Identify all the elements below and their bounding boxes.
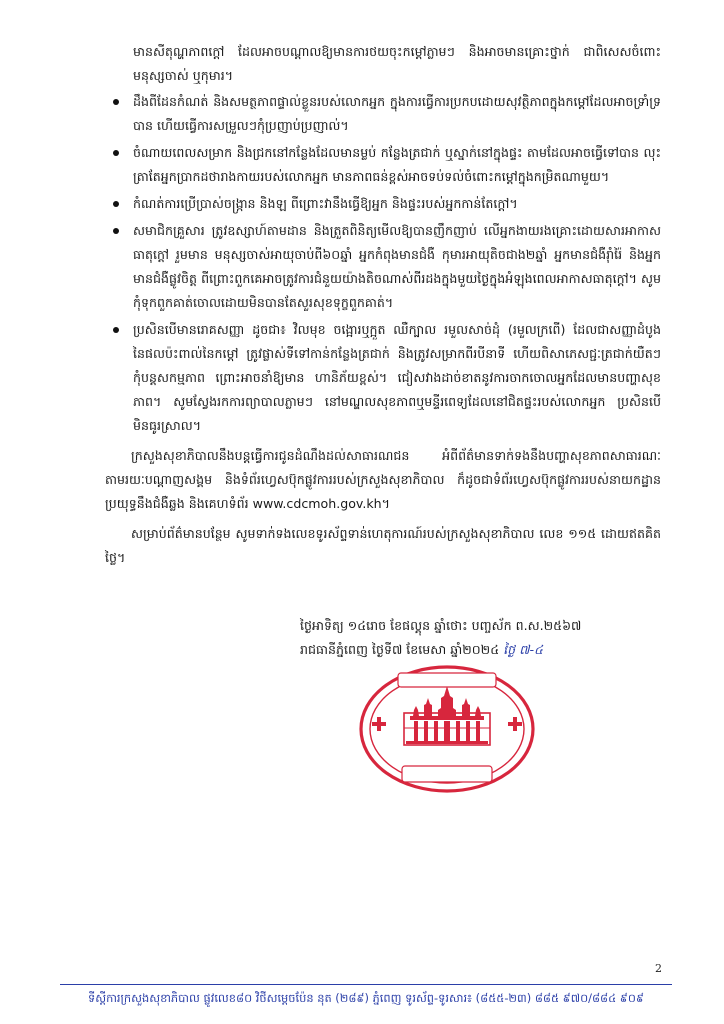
list-item: [105, 141, 661, 189]
bullet-icon: [113, 99, 119, 105]
list-item: [105, 318, 661, 438]
letter-body: [105, 40, 661, 572]
list-item-text: ប្រសិនបើមានរោគសញ្ញា ដូចជា៖ វិលមុខ ចង្អោរឬក្អួត ឈឺក្បាល រមួលសាច់ដុំ (រមួលក្រពើ) ដែលជាសញ្ញាដំបូងនៃផលប៉ះពាល់នៃកម្តៅ ត្រូវផ្លាស់ទីទៅកាន់កន្លែងត្រជាក់ និងត្រូវសម្រាកពីរបីនាទី ហើយពិសាភេសជ្ជៈត្រជាក់យឺតៗ កុំបន្តសកម្មភាព ព្រោះអាចនាំឱ្យមាន ហានិភ័យខ្ពស់។ ជៀសវាងដាច់ខាតនូវការចាកចោលអ្នកដែលមានបញ្ហាសុខភាព។ សូមស្វែងរកការព្យាបាលភ្លាមៗ នៅមណ្ឌលសុខភាពឬមន្ទីរពេទ្យដែលនៅជិតផ្ទះរបស់លោកអ្នក ប្រសិនបើមិនធូរស្រាល។: [133, 322, 661, 433]
bullet-icon: [113, 228, 119, 234]
list-item-text: ដឹងពីដែនកំណត់ និងសមត្ថភាពផ្ទាល់ខ្លួនរបស់លោកអ្នក ក្នុងការធ្វើការប្រកបដោយសុវត្ថិភាពក្នុងកម្តៅដែលអាចទ្រាំទ្របាន ហើយធ្វើការសម្រួលៗកុំប្រញាប់ប្រញាល់។: [133, 94, 661, 133]
bullet-icon: [113, 327, 119, 333]
list-item: [105, 219, 661, 315]
handwritten-annotation: ថ្ងៃ ៧-៤: [503, 642, 543, 657]
list-item-text: កំណត់ការប្រើប្រាស់ចង្ក្រាន និងឡ ពីព្រោះវានឹងធ្វើឱ្យអ្នក និងផ្ទះរបស់អ្នកកាន់តែក្តៅ។: [133, 196, 518, 211]
bullet-icon: [113, 201, 119, 207]
footer-divider: [60, 984, 672, 985]
information-paragraph: ក្រសួងសុខាភិបាលនឹងបន្តធ្វើការជូនដំណឹងដល់សាធារណជន អំពីព័ត៌មានទាក់ទងនឹងបញ្ហាសុខភាពសាធារណៈ តាមរយៈបណ្តាញសង្គម និងទំព័រហ្វេសប៊ុកផ្លូវការរបស់ក្រសួងសុខាភិបាល ក៏ដូចជាទំព័រហ្វេសប៊ុកផ្លូវការរបស់នាយកដ្ឋានប្រយុទ្ធនឹងជំងឺឆ្លង និងគេហទំព័រ www.cdcmoh.gov.kh។: [105, 448, 661, 511]
footer-address: ទីស្តីការក្រសួងសុខាភិបាល ផ្លូវលេខ៨០ វិថីសម្តេចប៉ែន នុត (២៨៩) ភ្នំពេញ ទូរស័ព្ទ-ទូរសារ៖ (៨៥៥-២៣) ៨៨៥ ៩៧០/៨៨៤ ៩០៩: [88, 991, 644, 1005]
date-signoff: [300, 614, 690, 662]
lunar-date: ថ្ងៃអាទិត្យ ១៤រោច ខែផល្គុន ឆ្នាំថោះ បញ្ចស័ក ព.ស.២៥៦៧: [300, 618, 582, 633]
hotline-paragraph: សម្រាប់ព័ត៌មានបន្ថែម សូមទាក់ទងលេខទូរស័ព្ទទាន់ហេតុការណ៍របស់ក្រសួងសុខាភិបាល លេខ ១១៥ ដោយឥតគិតថ្លៃ។: [105, 526, 661, 565]
place-date: រាជធានីភ្នំពេញ ថ្ងៃទី៧ ខែមេសា ឆ្នាំ២០២៤: [300, 642, 500, 657]
seal-stamp-icon: [358, 664, 536, 794]
ministry-seal: [358, 664, 536, 794]
continuation-paragraph: មានសីតុណ្ហភាពក្តៅ ដែលអាចបណ្តាលឱ្យមានការថយចុះកម្តៅភ្លាមៗ និងអាចមានគ្រោះថ្នាក់ ជាពិសេសចំពោះមនុស្សចាស់ ឬកុមារ។: [133, 44, 661, 83]
list-item-text: សមាជិកគ្រួសារ ត្រូវឧស្សាហ៍តាមដាន និងត្រួតពិនិត្យមើលឱ្យបានញឹកញាប់ លើអ្នកងាយរងគ្រោះដោយសារអាកាសធាតុក្តៅ រួមមាន មនុស្សចាស់អាយុចាប់ពី៦០ឆ្នាំ អ្នកកំពុងមានជំងឺ កុមារអាយុតិចជាង២ឆ្នាំ អ្នកមានជំងឺរ៉ាំរ៉ៃ និងអ្នកមានជំងឺផ្លូវចិត្ត ពីព្រោះពួកគេអាចត្រូវការជំនួយយ៉ាងតិចណាស់ពីរដងក្នុងមួយថ្ងៃក្នុងអំឡុងពេលអាកាសធាតុក្តៅ។ សូមកុំទុកពួកគាត់ចោលដោយមិនបានតែសួរសុខទុក្ខពួកគាត់។: [133, 223, 661, 310]
page-number: 2: [655, 962, 662, 975]
list-item-text: ចំណាយពេលសម្រាក និងជ្រកនៅកន្លែងដែលមានម្លប់ កន្លែងត្រជាក់ ឬស្នាក់នៅក្នុងផ្ទះ តាមដែលអាចធ្វើទៅបាន លុះត្រាតែអ្នកប្រាកដថារាងកាយរបស់លោកអ្នក មានភាពធន់ខ្ពស់អាចទប់ទល់ចំពោះកម្តៅក្នុងកម្រិតណាមួយ។: [133, 145, 661, 184]
list-item: [105, 90, 661, 138]
recommendation-list: [105, 90, 661, 438]
bullet-icon: [113, 150, 119, 156]
place-date-line: [300, 638, 690, 662]
list-item: [105, 192, 661, 216]
